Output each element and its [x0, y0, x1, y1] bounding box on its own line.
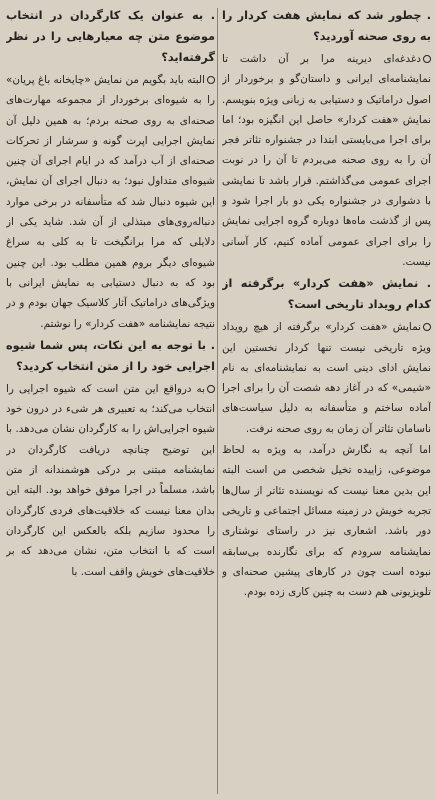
- left-answer: [6, 379, 215, 582]
- left-answer: [6, 70, 215, 334]
- right-text: دغدغه‌ای دیرینه مرا بر آن داشت تا نمایشنامه‌ای ایرانی و داستان‌گو و برخوردار از اصول دراماتیک و دستیابی به زبانی ویژه بنویسم. نمایش «هفت کردار» حاصل این انگیزه بود؛ اما برای اجرا می‌بایستی ابتدا در جشنواره تئاتر فجر آن را به روی صحنه می‌بردم تا آن را در نوبت اجرای عمومی می‌گذاشتم. قرار باشد تا نمایشی با دشواری در جشنواره یکی دو بار اجرا شود و پس از گذشت ماه‌ها دوباره گروه اجرایی نمایش را برای اجرای عمومی آماده کنیم، کار آسانی نیست.: [222, 53, 431, 268]
- right-question: [222, 273, 431, 315]
- left-text: به درواقع این متن است که شیوه اجرایی را انتخاب می‌کند؛ به تعبیری هر شیء در درون خود شیوه اجرایی‌اش را به کارگردان نشان می‌دهد. با این توضیح چنانچه دریافت کارگردان در نمایشنامه مبتنی بر درکی هوشمندانه از متن باشد، مسلماً در اجرا موفق خواهد بود. البته این بدان معنا نیست که خلاقیت‌های فردی کارگردان را محدود سازیم بلکه بالعکس این کارگردان است که با انتخاب متن، نشان می‌دهد که بر خلاقیت‌های خویش واقف است. با: [6, 382, 215, 578]
- answer-bullet-icon: [423, 55, 431, 63]
- right-text: . چطور شد که نمایش هفت کردار را به روی صحنه آوردید؟: [222, 9, 431, 43]
- left-text: . به عنوان یک کارگردان در انتخاب موضوع متن چه معیارهایی را در نظر گرفته‌اید؟: [6, 9, 215, 64]
- right-text: . نمایش «هفت کردار» برگرفته از کدام رویداد تاریخی است؟: [222, 277, 431, 312]
- left-question: [6, 5, 215, 68]
- right-text: نمایش «هفت کردار» برگرفته از هیچ رویداد ویژه تاریخی نیست تنها کردار نخستین این نمایش ادای دینی است به نمایشنامه‌ای به نام «شیمی» که در آغاز دهه شصت آن را برای اجرا آماده ساختم و متأسفانه به دلیل سیاست‌های ناسامان تئاتر آن زمان به روی صحنه نرفت.: [222, 321, 431, 435]
- left-text: البته باید بگویم من نمایش «چایخانه باغ پریان» را به شیوه‌ای برخوردار از مجموعه مهارت‌های صحنه‌ای به روی صحنه بردم؛ به همین دلیل آن نمایش اجرایی اپرت گونه و سرشار از تحرکات صحنه‌ای از آب درآمد که در ایام اجرای آن چنین شیوه‌ای متداول نبود؛ به دنبال اجرای آن نمایش، این شیوه دنبال شد که متأسفانه در برخی موارد دنباله‌روی‌های مبتذلی از آن شد. شاید یکی از دلایلی که مرا برانگیخت تا به کلی به سراغ شیوه‌ای دیگر بروم همین مطلب بود. این چنین بود که به دنبال دستیابی به نمایش ایرانی با ویژگی‌های دراماتیک آثار کلاسیک جهان بودم و در نتیجه نمایشنامه «هفت کردار» را نوشتم.: [6, 74, 215, 330]
- right-column: [222, 4, 431, 800]
- left-column: [6, 4, 215, 800]
- column-divider: [217, 8, 218, 794]
- left-question: [6, 335, 215, 377]
- right-question: [222, 5, 431, 47]
- right-text: اما آنچه به نگارش درآمد، به ویژه به لحاظ موضوعی، زاییده تخیل شخصی من است البته این بدین معنا نیست که نویسنده تئاتر از سال‌ها تجربه خویش در زمینه مسائل اجتماعی و تاریخی دور باشد. اشعاری نیز در راستای نوشتاری نمایشنامه سرودم که برای نگارنده بی‌سابقه نبوده است چون در کارهای پیشین صحنه‌ای و تلویزیونی هم دست به چنین کاری زده بودم.: [222, 444, 431, 599]
- answer-bullet-icon: [207, 76, 215, 84]
- right-paragraph: [222, 440, 431, 602]
- left-text: . با توجه به این نکات، پس شما شیوه اجرایی خود را از متن انتخاب کردید؟: [6, 338, 215, 373]
- right-answer: [222, 49, 431, 272]
- right-answer: [222, 317, 431, 439]
- answer-bullet-icon: [207, 385, 215, 393]
- answer-bullet-icon: [423, 323, 431, 331]
